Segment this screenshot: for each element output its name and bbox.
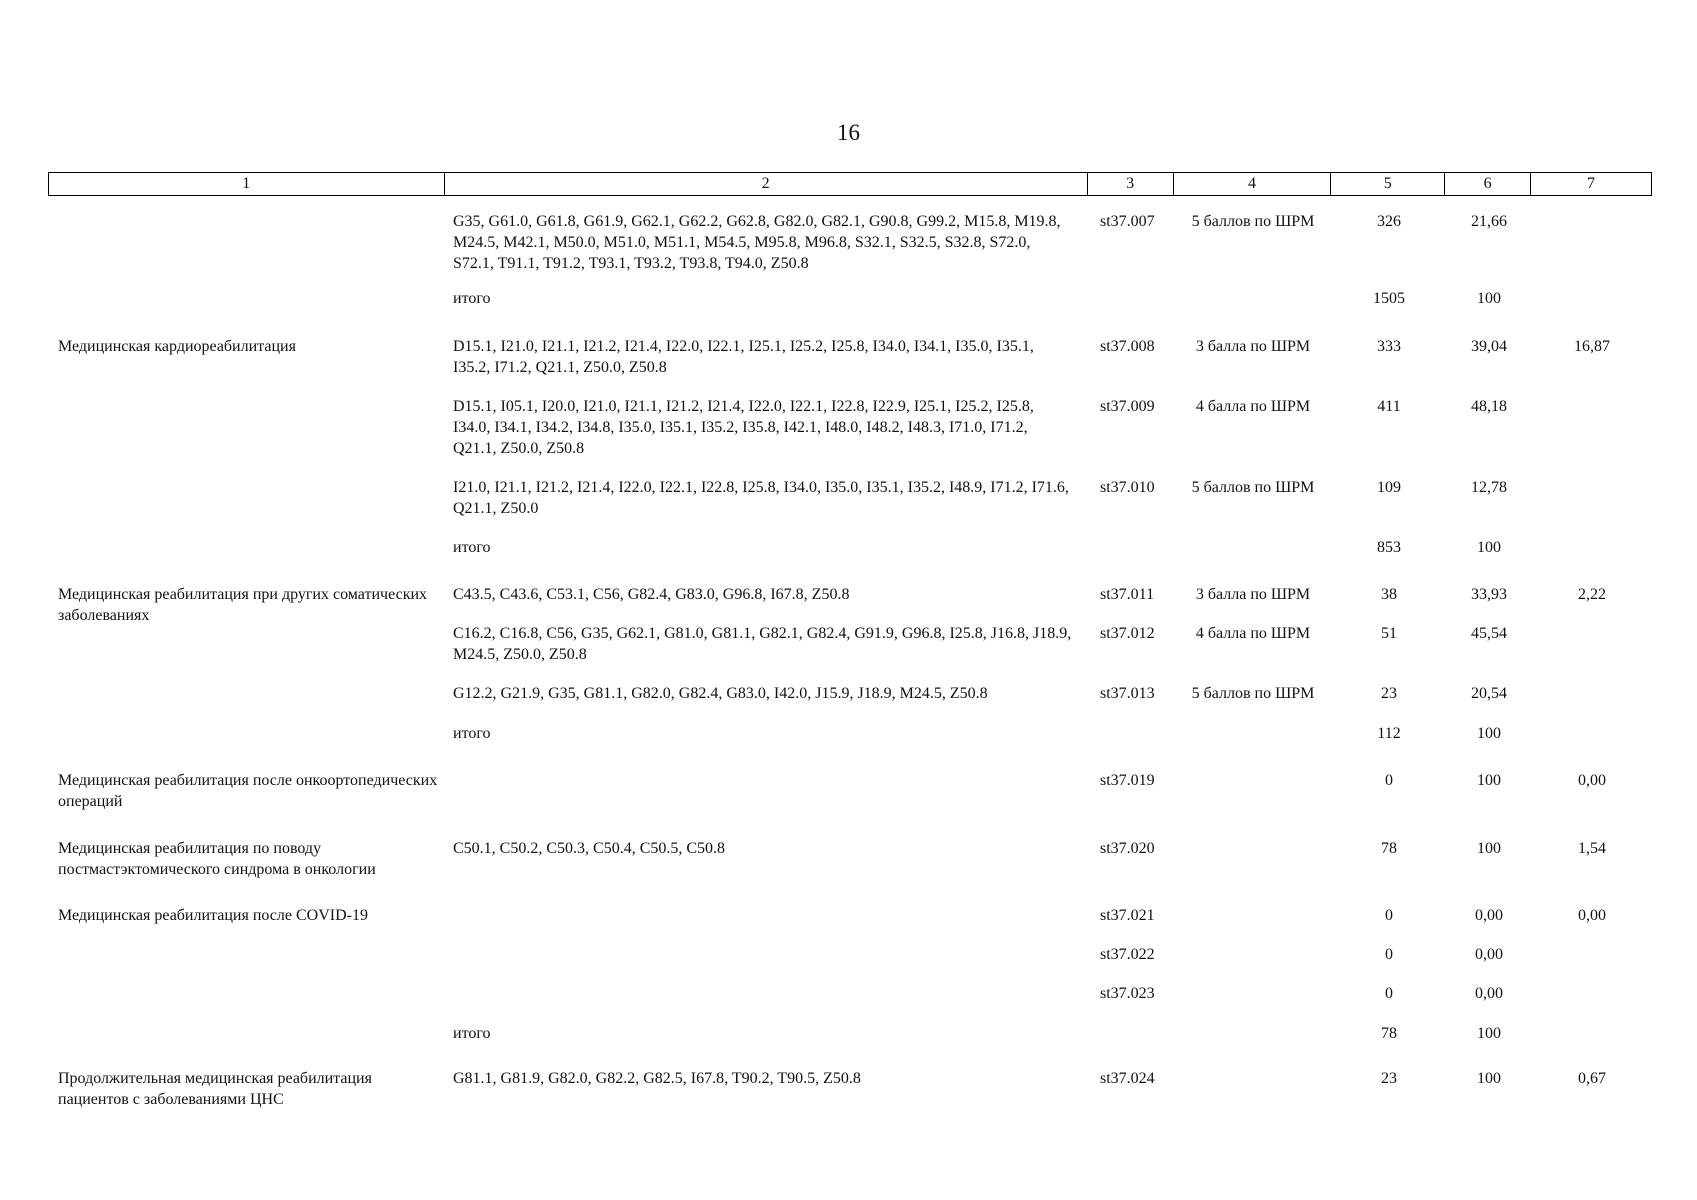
profile-cell: Медицинская реабилитация по поводу постмастэктомического синдрома в онкологии bbox=[58, 840, 376, 878]
codes-cell: итого bbox=[453, 290, 491, 307]
header-col-5: 5 bbox=[1331, 173, 1445, 195]
count-cell: 0 bbox=[1385, 772, 1393, 789]
header-col-2: 2 bbox=[445, 173, 1088, 195]
count-cell: 853 bbox=[1377, 539, 1401, 556]
table-row bbox=[48, 944, 1652, 983]
ksg-cell bbox=[1088, 723, 1174, 770]
profile-cell bbox=[48, 983, 444, 1023]
percent-cell: 100 bbox=[1477, 840, 1501, 857]
count-cell: 333 bbox=[1377, 338, 1401, 355]
count-cell: 0 bbox=[1385, 907, 1393, 924]
codes-cell: C16.2, C16.8, C56, G35, G62.1, G81.0, G81.1, G82.1, G82.4, G91.9, G96.8, I25.8, J16.8, J18.9, M24.5, Z50.0, Z50.8 bbox=[453, 625, 1072, 663]
profile-cell bbox=[48, 623, 444, 683]
count-cell: 23 bbox=[1381, 685, 1397, 702]
ksg-cell: st37.012 bbox=[1100, 625, 1155, 642]
ksg-cell: st37.007 bbox=[1100, 213, 1155, 230]
table-row bbox=[48, 396, 1652, 477]
profile-cell: Продолжительная медицинская реабилитация пациентов с заболеваниями ЦНС bbox=[58, 1070, 372, 1108]
ksg-cell: st37.023 bbox=[1100, 985, 1155, 1002]
score-cell bbox=[1174, 1023, 1332, 1068]
score-cell: 5 баллов по ШРМ bbox=[1191, 213, 1315, 230]
profile-cell: Медицинская реабилитация при других соматических заболеваниях bbox=[58, 586, 428, 624]
percent-cell: 100 bbox=[1477, 1025, 1501, 1042]
share-cell bbox=[1532, 983, 1652, 1023]
share-cell: 16,87 bbox=[1574, 338, 1610, 355]
score-cell: 4 балла по ШРМ bbox=[1195, 625, 1311, 642]
percent-cell: 100 bbox=[1477, 772, 1501, 789]
header-col-3: 3 bbox=[1088, 173, 1174, 195]
ksg-cell: st37.010 bbox=[1100, 479, 1155, 496]
share-cell bbox=[1532, 623, 1652, 683]
table-row bbox=[48, 723, 1652, 770]
ksg-cell bbox=[1088, 1023, 1174, 1068]
table-row bbox=[48, 537, 1652, 584]
codes-cell bbox=[444, 905, 1088, 944]
count-cell: 112 bbox=[1377, 725, 1401, 742]
table-row bbox=[48, 584, 1652, 623]
header-col-6: 6 bbox=[1445, 173, 1531, 195]
percent-cell: 0,00 bbox=[1475, 907, 1503, 924]
profile-cell bbox=[48, 944, 444, 983]
share-cell bbox=[1532, 683, 1652, 723]
codes-cell bbox=[444, 983, 1088, 1023]
score-cell: 5 баллов по ШРМ bbox=[1191, 685, 1315, 702]
codes-cell: D15.1, I05.1, I20.0, I21.0, I21.1, I21.2, I21.4, I22.0, I22.1, I22.8, I22.9, I25.1, I25.2, I25.8, I34.0, I34.1, I34.2, I34.8, I35.0, I35.1, I35.2, I35.8, I42.1, I48.0, I48.2, I48.3, I71.0, I71.2, Q21.1, Z50.0, Z50.8 bbox=[453, 398, 1034, 457]
share-cell: 0,00 bbox=[1578, 907, 1606, 924]
score-cell: 5 баллов по ШРМ bbox=[1191, 479, 1315, 496]
ksg-cell: st37.011 bbox=[1100, 586, 1155, 603]
ksg-cell: st37.024 bbox=[1100, 1070, 1155, 1087]
header-col-7: 7 bbox=[1587, 175, 1596, 192]
percent-cell: 100 bbox=[1477, 725, 1501, 742]
share-cell bbox=[1532, 288, 1652, 336]
codes-cell bbox=[444, 944, 1088, 983]
codes-cell: C43.5, C43.6, C53.1, C56, G82.4, G83.0, G96.8, I67.8, Z50.8 bbox=[453, 586, 850, 603]
score-cell: 3 балла по ШРМ bbox=[1195, 338, 1311, 355]
share-cell: 2,22 bbox=[1578, 586, 1606, 603]
share-cell bbox=[1532, 723, 1652, 770]
share-cell bbox=[1532, 944, 1652, 983]
profile-cell bbox=[48, 396, 444, 477]
codes-cell: G12.2, G21.9, G35, G81.1, G82.0, G82.4, G83.0, I42.0, J15.9, J18.9, M24.5, Z50.8 bbox=[453, 685, 988, 702]
share-cell bbox=[1532, 1023, 1652, 1068]
ksg-cell: st37.021 bbox=[1100, 907, 1155, 924]
table-row bbox=[48, 623, 1652, 683]
codes-cell: итого bbox=[453, 725, 491, 742]
table-row bbox=[48, 905, 1652, 944]
share-cell bbox=[1532, 537, 1652, 584]
count-cell: 0 bbox=[1385, 946, 1393, 963]
percent-cell: 0,00 bbox=[1475, 946, 1503, 963]
ksg-cell bbox=[1088, 288, 1174, 336]
header-col-4: 4 bbox=[1174, 173, 1332, 195]
profile-cell bbox=[48, 723, 444, 770]
profile-cell bbox=[48, 537, 444, 584]
percent-cell: 20,54 bbox=[1471, 685, 1507, 702]
count-cell: 109 bbox=[1377, 479, 1401, 496]
table-body bbox=[48, 196, 1652, 1118]
share-cell bbox=[1532, 211, 1652, 288]
codes-cell: I21.0, I21.1, I21.2, I21.4, I22.0, I22.1, I22.8, I25.8, I34.0, I35.0, I35.1, I35.2, I48.9, I71.2, I71.6, Q21.1, Z50.0 bbox=[453, 479, 1069, 517]
percent-cell: 12,78 bbox=[1471, 479, 1507, 496]
count-cell: 1505 bbox=[1373, 290, 1405, 307]
header-col-1: 1 bbox=[49, 173, 445, 195]
profile-cell bbox=[48, 683, 444, 723]
share-cell: 0,67 bbox=[1578, 1070, 1606, 1087]
ksg-cell: st37.022 bbox=[1100, 946, 1155, 963]
codes-cell: D15.1, I21.0, I21.1, I21.2, I21.4, I22.0, I22.1, I25.1, I25.2, I25.8, I34.0, I34.1, I35.0, I35.1, I35.2, I71.2, Q21.1, Z50.0, Z50.8 bbox=[453, 338, 1034, 376]
count-cell: 23 bbox=[1381, 1070, 1397, 1087]
score-cell bbox=[1174, 838, 1332, 905]
codes-cell bbox=[444, 770, 1088, 838]
page-number: 16 bbox=[837, 120, 860, 145]
share-cell: 0,00 bbox=[1578, 772, 1606, 789]
count-cell: 78 bbox=[1381, 840, 1397, 857]
ksg-cell: st37.013 bbox=[1100, 685, 1155, 702]
count-cell: 326 bbox=[1377, 213, 1401, 230]
profile-cell: Медицинская реабилитация после онкоортопедических операций bbox=[58, 772, 438, 810]
percent-cell: 100 bbox=[1477, 290, 1501, 307]
ksg-cell: st37.020 bbox=[1100, 840, 1155, 857]
percent-cell: 48,18 bbox=[1471, 398, 1507, 415]
count-cell: 411 bbox=[1377, 398, 1401, 415]
table-row bbox=[48, 683, 1652, 723]
percent-cell: 33,93 bbox=[1471, 586, 1507, 603]
percent-cell: 45,54 bbox=[1471, 625, 1507, 642]
ksg-cell: st37.008 bbox=[1100, 338, 1155, 355]
profile-cell: Медицинская кардиореабилитация bbox=[58, 338, 296, 355]
profile-cell bbox=[48, 477, 444, 537]
count-cell: 51 bbox=[1381, 625, 1397, 642]
score-cell bbox=[1174, 288, 1332, 336]
count-cell: 78 bbox=[1381, 1025, 1397, 1042]
table-row bbox=[48, 983, 1652, 1023]
percent-cell: 0,00 bbox=[1475, 985, 1503, 1002]
table-row bbox=[48, 838, 1652, 905]
codes-cell: G35, G61.0, G61.8, G61.9, G62.1, G62.2, G62.8, G82.0, G82.1, G90.8, G99.2, M15.8, M19.8, M24.5, M42.1, M50.0, M51.0, M51.1, M54.5, M95.8, M96.8, S32.1, S32.5, S32.8, S72.0, S72.1, T91.1, T91.2, T93.1, T93.2, T93.8, T94.0, Z50.8 bbox=[453, 213, 1061, 272]
codes-cell: C50.1, C50.2, C50.3, C50.4, C50.5, C50.8 bbox=[453, 840, 726, 857]
score-cell bbox=[1174, 537, 1332, 584]
share-cell bbox=[1532, 477, 1652, 537]
score-cell bbox=[1174, 770, 1332, 838]
percent-cell: 100 bbox=[1477, 1070, 1501, 1087]
score-cell: 3 балла по ШРМ bbox=[1195, 586, 1311, 603]
table-header bbox=[48, 172, 1652, 196]
profile-cell bbox=[48, 1023, 444, 1068]
table-row bbox=[48, 770, 1652, 838]
score-cell bbox=[1174, 944, 1332, 983]
score-cell bbox=[1174, 1068, 1332, 1118]
codes-cell: G81.1, G81.9, G82.0, G82.2, G82.5, I67.8, T90.2, T90.5, Z50.8 bbox=[453, 1070, 861, 1087]
profile-cell: Медицинская реабилитация после COVID-19 bbox=[58, 907, 368, 924]
profile-cell bbox=[48, 211, 444, 288]
percent-cell: 21,66 bbox=[1471, 213, 1507, 230]
table-row bbox=[48, 288, 1652, 336]
score-cell bbox=[1174, 723, 1332, 770]
ksg-cell bbox=[1088, 537, 1174, 584]
count-cell: 0 bbox=[1385, 985, 1393, 1002]
share-cell bbox=[1532, 396, 1652, 477]
table-row bbox=[48, 336, 1652, 396]
count-cell: 38 bbox=[1381, 586, 1397, 603]
percent-cell: 39,04 bbox=[1471, 338, 1507, 355]
table-row bbox=[48, 1023, 1652, 1068]
ksg-cell: st37.019 bbox=[1100, 772, 1155, 789]
score-cell bbox=[1174, 905, 1332, 944]
codes-cell: итого bbox=[453, 539, 491, 556]
codes-cell: итого bbox=[453, 1025, 491, 1042]
profile-cell bbox=[48, 288, 444, 336]
ksg-cell: st37.009 bbox=[1100, 398, 1155, 415]
score-cell: 4 балла по ШРМ bbox=[1195, 398, 1311, 415]
share-cell: 1,54 bbox=[1578, 840, 1606, 857]
score-cell bbox=[1174, 983, 1332, 1023]
percent-cell: 100 bbox=[1477, 539, 1501, 556]
table-row bbox=[48, 1068, 1652, 1118]
table-row bbox=[48, 477, 1652, 537]
table-row bbox=[48, 196, 1652, 288]
